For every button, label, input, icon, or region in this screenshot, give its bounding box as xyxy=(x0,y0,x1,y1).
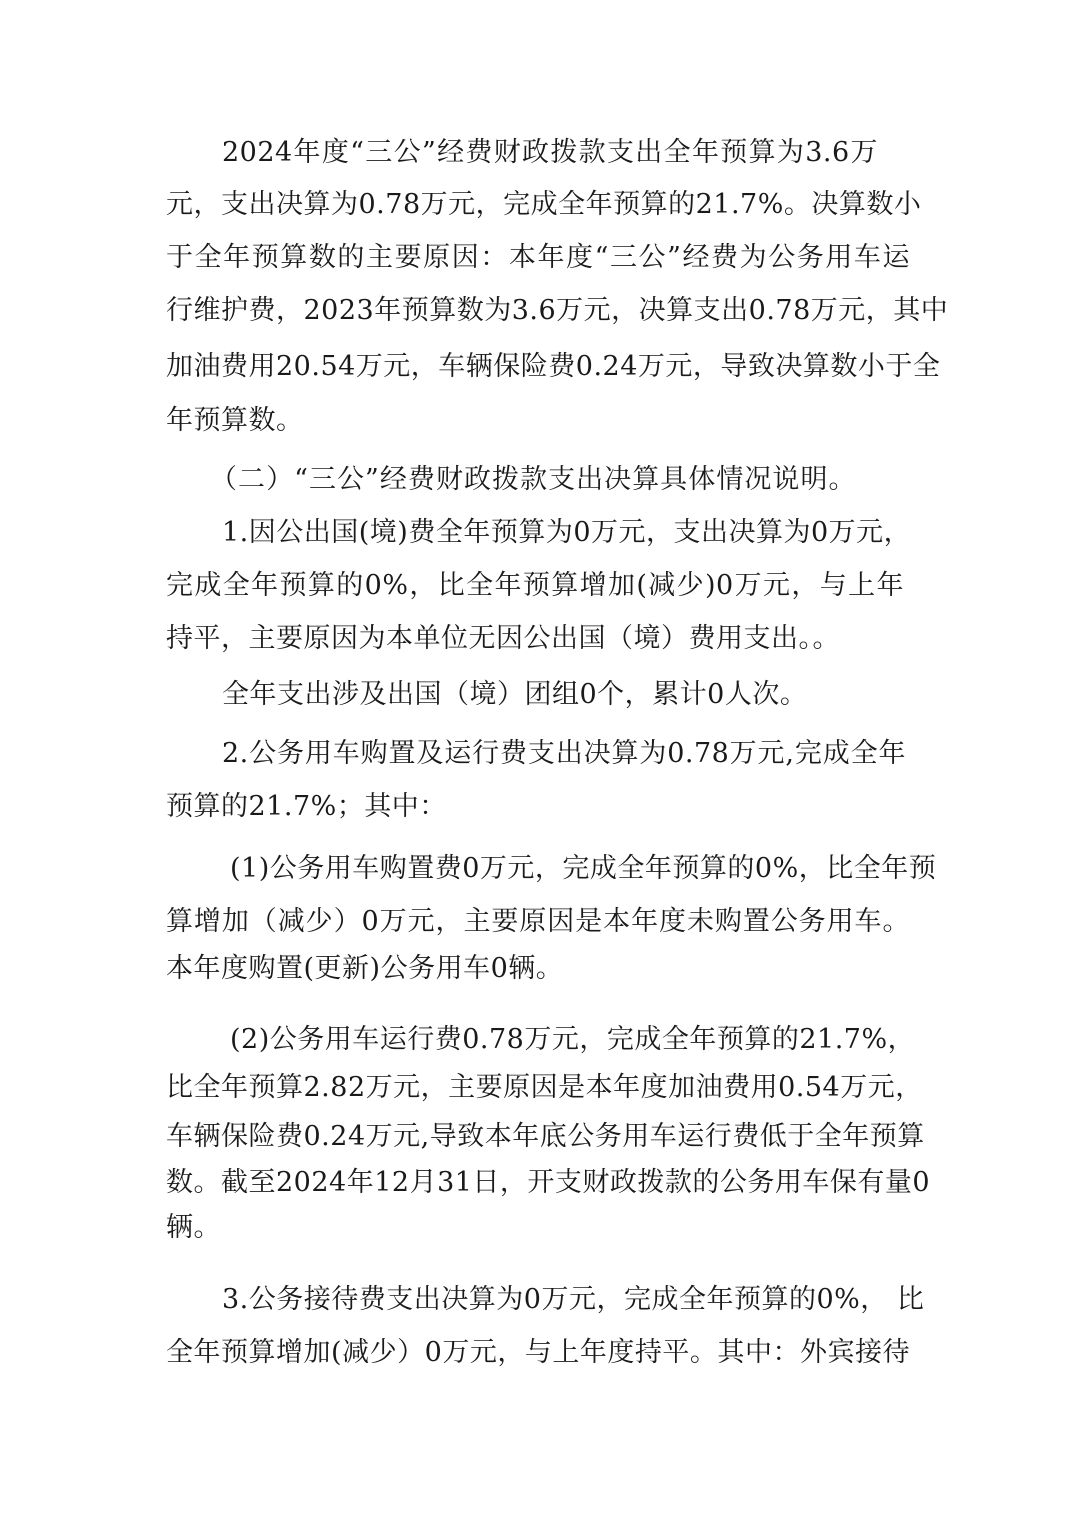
text-line: (1)公务用车购置费0万元，完成全年预算的0%，比全年预 xyxy=(230,853,937,884)
text-line: 车辆保险费0.24万元,导致本年底公务用车运行费低于全年预算 xyxy=(166,1121,925,1152)
text-line: 完成全年预算的0%，比全年预算增加(减少)0万元，与上年 xyxy=(166,570,904,601)
text-line: 2.公务用车购置及运行费支出决算为0.78万元,完成全年 xyxy=(222,738,906,769)
text-line: (2)公务用车运行费0.78万元，完成全年预算的21.7%， xyxy=(230,1024,916,1055)
text-line: 全年预算增加(减少）0万元，与上年度持平。其中：外宾接待 xyxy=(166,1337,910,1368)
text-line: 算增加（减少）0万元，主要原因是本年度未购置公务用车。 xyxy=(166,906,910,937)
text-line: 行维护费，2023年预算数为3.6万元，决算支出0.78万元，其中 xyxy=(166,295,949,326)
text-line: 本年度购置(更新)公务用车0辆。 xyxy=(166,953,564,984)
text-line: 数。截至2024年12月31日，开支财政拨款的公务用车保有量0 xyxy=(166,1167,931,1198)
section-heading: （二）“三公”经费财政拨款支出决算具体情况说明。 xyxy=(210,464,856,495)
text-line: 加油费用20.54万元，车辆保险费0.24万元，导致决算数小于全 xyxy=(166,351,941,382)
text-line: 预算的21.7%；其中： xyxy=(166,791,447,822)
text-line: 年预算数。 xyxy=(166,405,304,436)
text-line: 3.公务接待费支出决算为0万元，完成全年预算的0%， 比 xyxy=(222,1284,925,1315)
text-line: 2024年度“三公”经费财政拨款支出全年预算为3.6万 xyxy=(222,137,878,168)
text-line: 持平，主要原因为本单位无因公出国（境）费用支出。。 xyxy=(166,623,840,654)
text-line: 比全年预算2.82万元，主要原因是本年度加油费用0.54万元， xyxy=(166,1072,923,1103)
text-line: 辆。 xyxy=(166,1212,221,1243)
text-line: 元，支出决算为0.78万元，完成全年预算的21.7%。决算数小 xyxy=(166,189,922,220)
text-line: 全年支出涉及出国（境）团组0个，累计0人次。 xyxy=(222,679,808,710)
text-line: 于全年预算数的主要原因：本年度“三公”经费为公务用车运 xyxy=(166,242,910,273)
text-line: 1.因公出国(境)费全年预算为0万元，支出决算为0万元， xyxy=(222,517,912,548)
